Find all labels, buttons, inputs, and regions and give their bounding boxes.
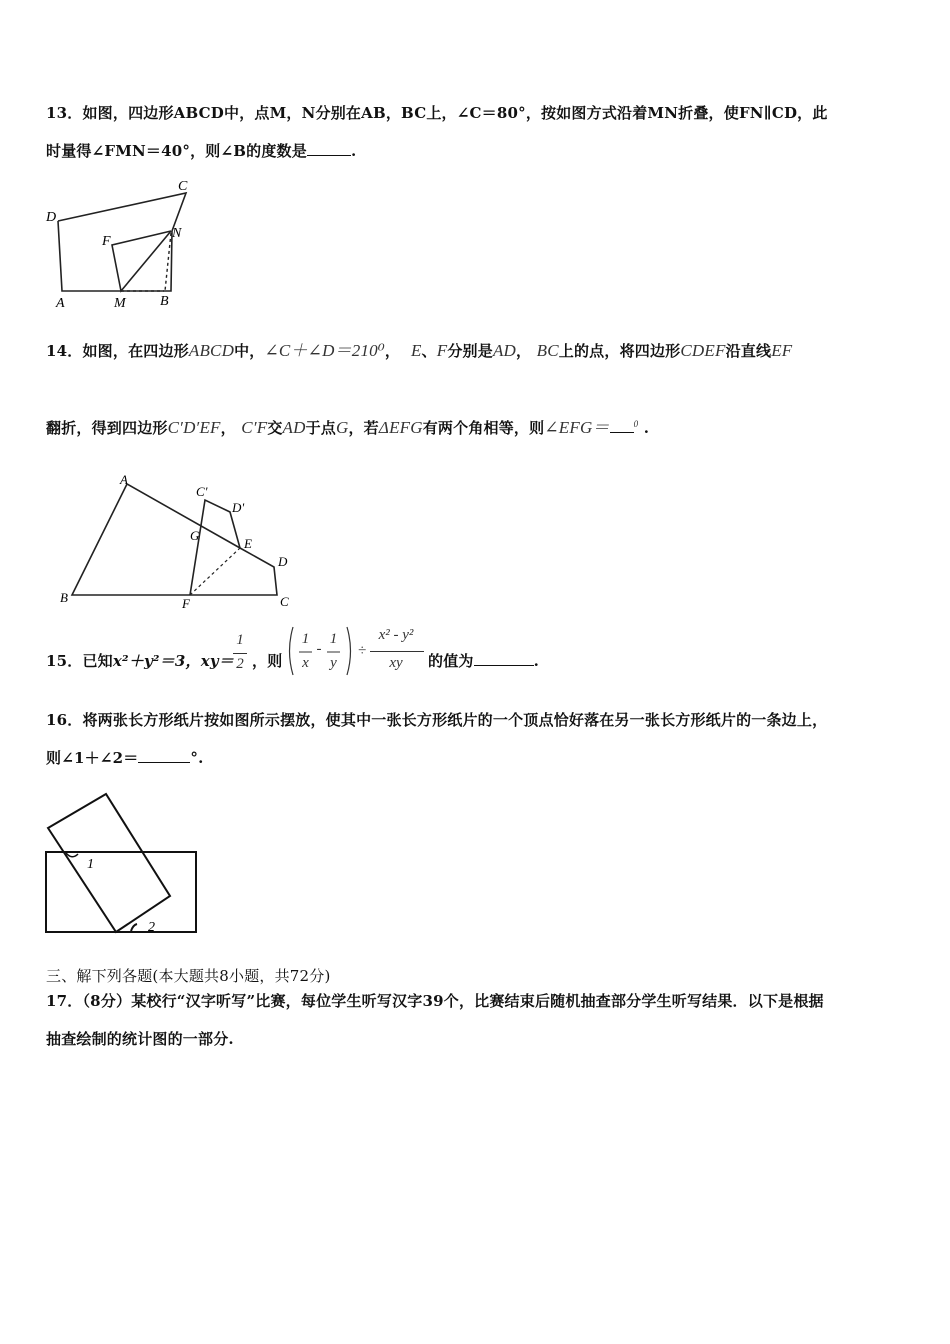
q14-line1: 14．如图，在四边形ABCD中，∠C＋∠D＝210⁰， E、F分别是AD， BC上的点，将四边形CDEF沿直线EF	[46, 341, 793, 360]
q15-c-den: xy	[389, 655, 403, 671]
q13-figure	[40, 175, 200, 315]
label-G: G	[190, 528, 200, 543]
angle-1-label: 1	[87, 857, 94, 872]
q15-b-num: 1	[329, 631, 338, 647]
label-B: B	[160, 294, 169, 309]
q15-half-den: 2	[236, 656, 244, 672]
q13-line1: 13．如图，四边形ABCD中，点M，N分别在AB，BC上，∠C＝80°，按如图方式沿着MN折叠，使FN∥CD，此	[46, 104, 828, 122]
q17-line2: 抽查绘制的统计图的一部分.	[46, 1030, 234, 1048]
q15-prefix: 15．已知x²＋y²＝3，xy＝	[46, 652, 234, 670]
label-F: F	[102, 234, 111, 249]
q14-figure	[52, 470, 302, 615]
q15-minus: -	[316, 641, 322, 657]
q16-line2: 则∠1＋∠2＝ °.	[46, 749, 204, 767]
q16-figure	[40, 788, 205, 938]
label-D-prime: D'	[232, 500, 245, 515]
label-C: C	[178, 179, 188, 194]
q15-half-num: 1	[236, 632, 244, 648]
q15-then: ，则	[252, 652, 283, 670]
angle-2-label: 2	[148, 920, 155, 935]
label-B: B	[60, 590, 68, 605]
q15-divide: ÷	[357, 643, 367, 659]
q15-suffix: 的值为 .	[428, 652, 540, 670]
label-A: A	[56, 296, 65, 311]
label-A: A	[120, 472, 128, 487]
label-C: C	[280, 594, 289, 609]
q17-line1: 17．（8分）某校行“汉字听写”比赛，每位学生听写汉字39个，比赛结束后随机抽查部分学生听写结果．以下是根据	[46, 992, 824, 1010]
q15-c-num: x² - y²	[378, 627, 414, 643]
q14-line2: 翻折，得到四边形C′D′EF， C′F交AD于点G，若ΔEFG有两个角相等，则∠EFG＝ $^0$ .	[46, 418, 650, 437]
label-D: D	[278, 554, 288, 569]
q13-line2: 时量得∠FMN＝40°，则∠B的度数是 .	[46, 142, 357, 160]
q16-line1: 16．将两张长方形纸片按如图所示摆放，使其中一张长方形纸片的一个顶点恰好落在另一张长方形纸片的一条边上，	[46, 711, 828, 729]
label-F: F	[182, 596, 190, 611]
q15-a-den: x	[302, 655, 309, 671]
q15-a-num: 1	[301, 631, 310, 647]
section-3-title: 三、解下列各题(本大题共8小题，共72分)	[46, 967, 331, 985]
q15-b-den: y	[330, 655, 337, 671]
label-D: D	[46, 210, 57, 225]
label-M: M	[114, 296, 126, 311]
label-N: N	[172, 226, 182, 241]
label-E: E	[244, 536, 252, 551]
label-C-prime: C'	[196, 484, 208, 499]
